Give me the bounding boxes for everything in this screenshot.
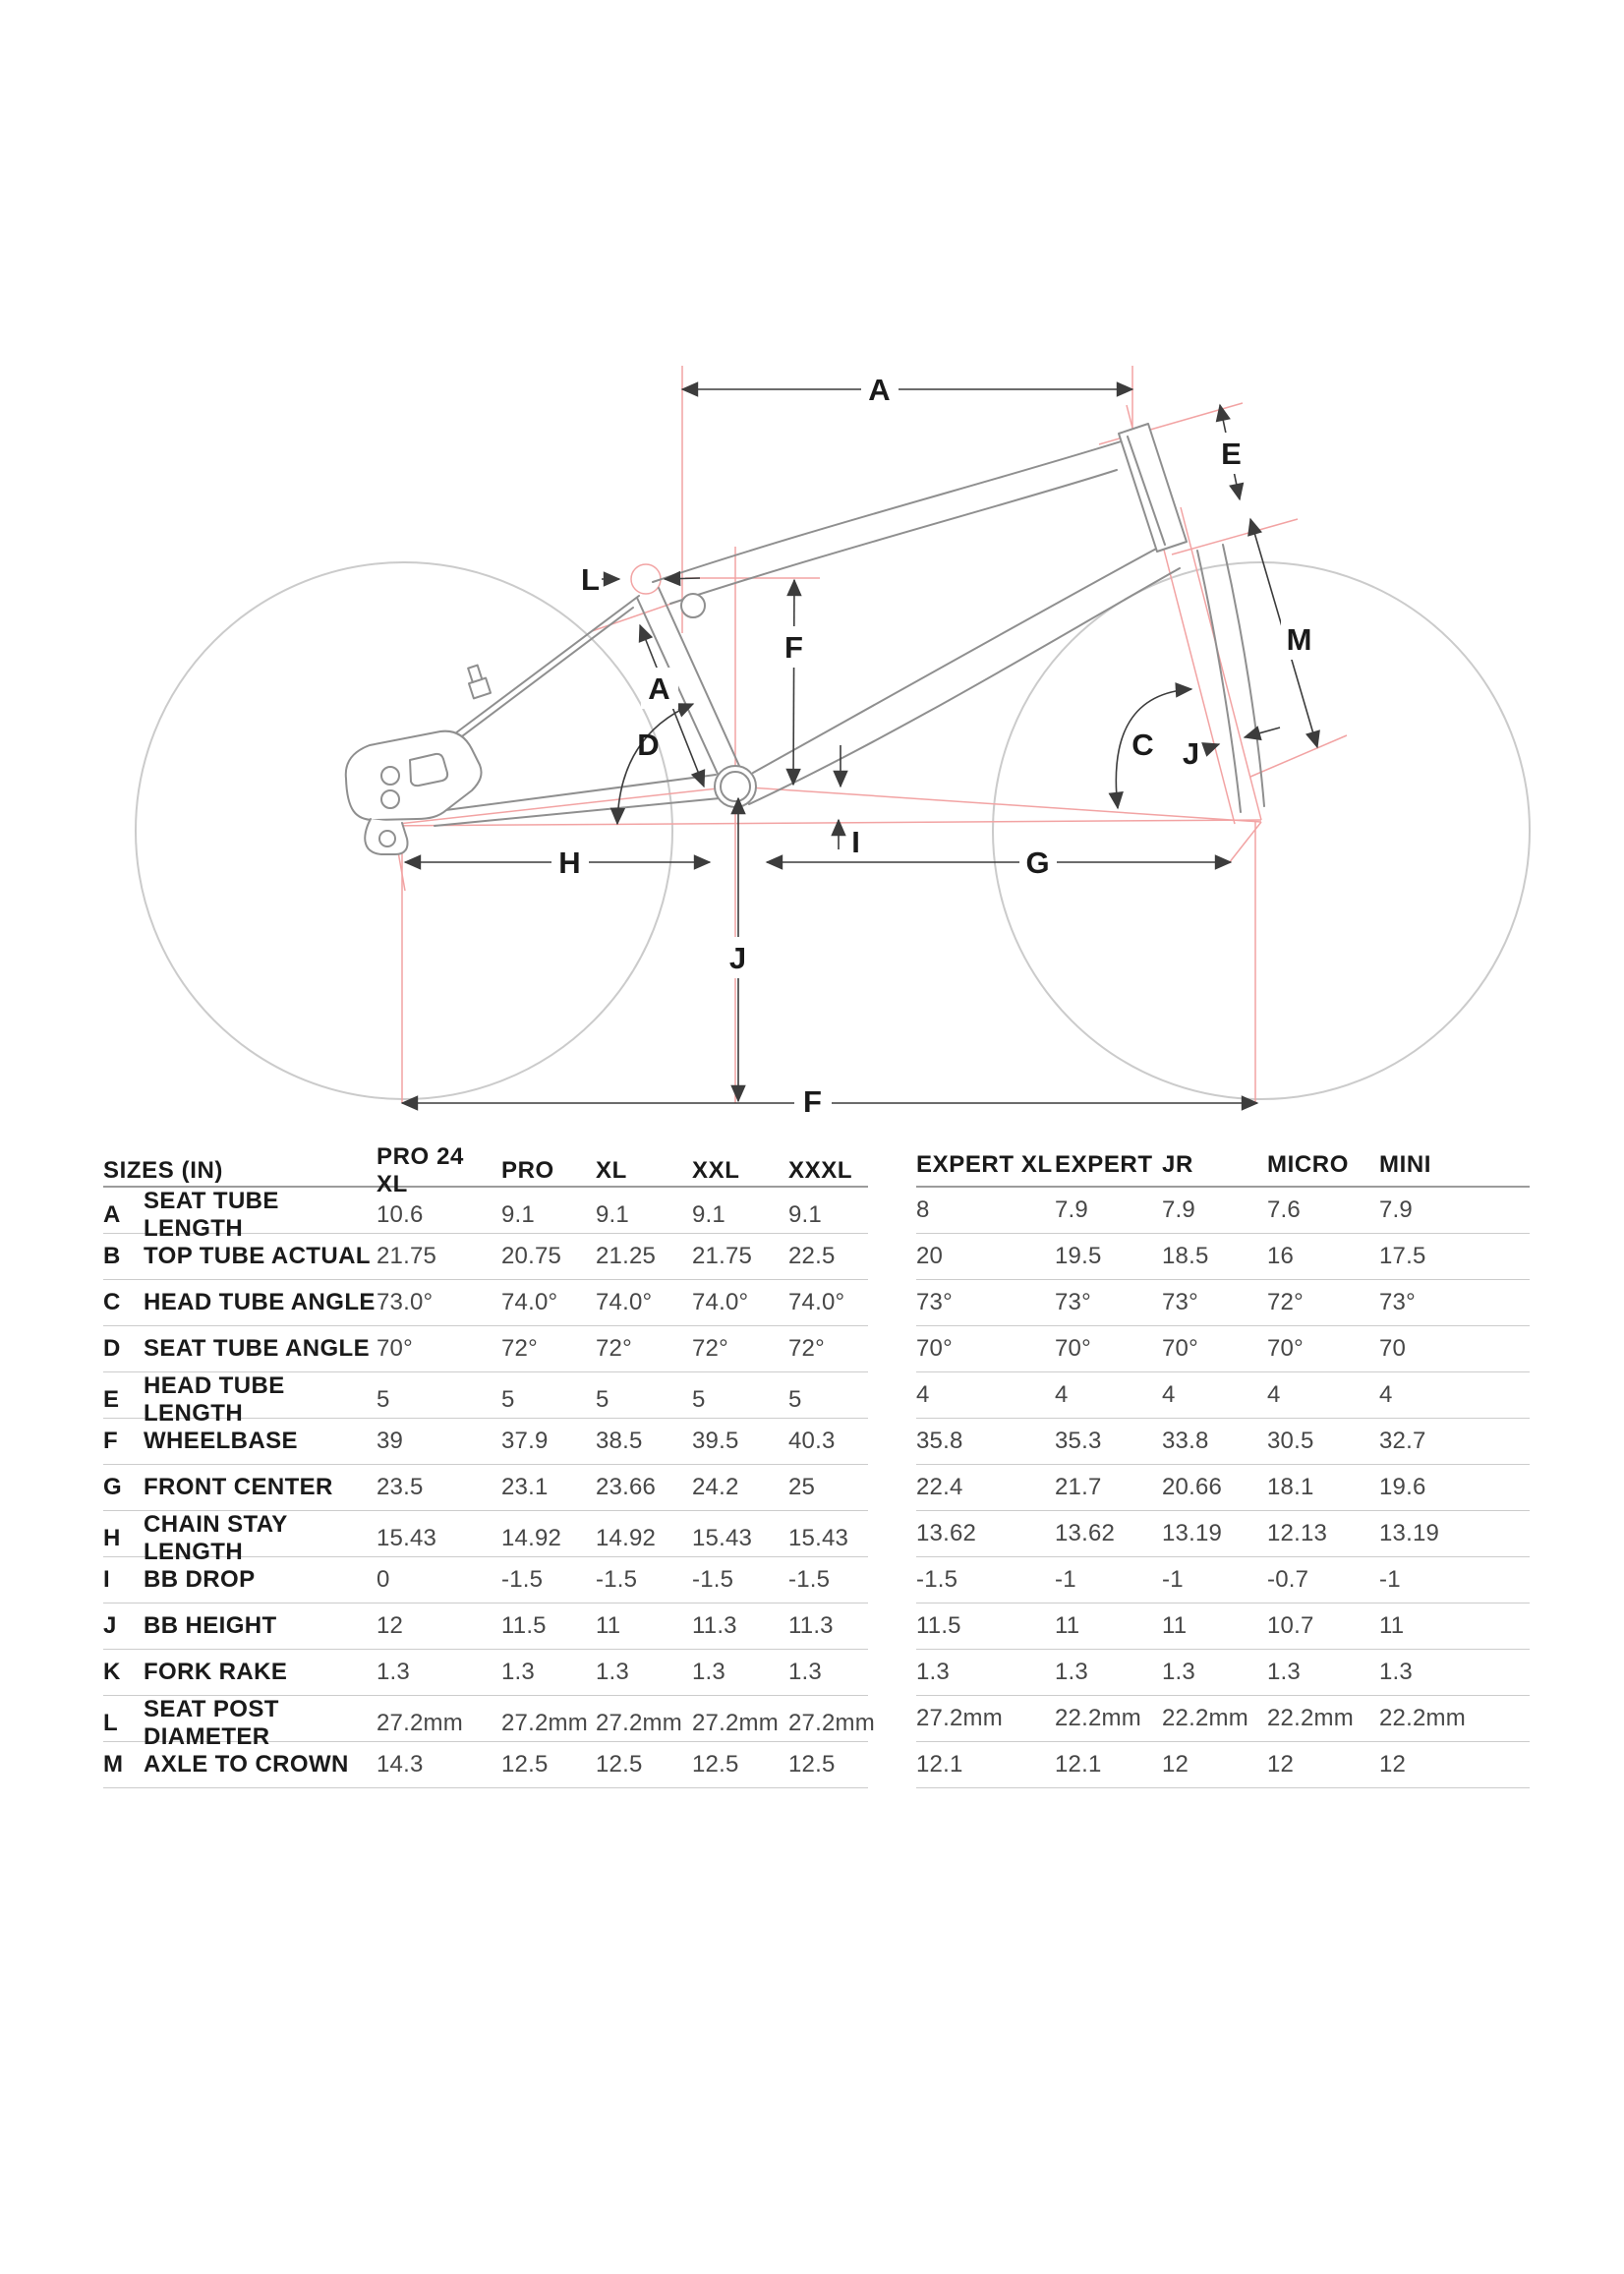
spec-value: 13.62 [916, 1520, 977, 1546]
spec-name: FORK RAKE [144, 1659, 288, 1685]
spec-value: 12.5 [692, 1751, 739, 1778]
spec-value: 1.3 [501, 1659, 535, 1685]
spec-name: SEAT POST DIAMETER [144, 1696, 279, 1750]
spec-value: 32.7 [1379, 1428, 1426, 1454]
reference-lines [379, 366, 1347, 1103]
table-row [916, 1188, 1530, 1234]
spec-letter: C [103, 1289, 121, 1315]
axle-line [379, 820, 1261, 826]
spec-value: 1.3 [1379, 1659, 1413, 1685]
spec-value: 33.8 [1162, 1428, 1209, 1454]
table-row [916, 1650, 1530, 1696]
spec-value: 14.3 [377, 1751, 424, 1778]
spec-letter: M [103, 1751, 124, 1778]
table-row [916, 1696, 1530, 1742]
table-row [103, 1372, 868, 1427]
size-table-right [916, 1143, 1530, 1788]
spec-value: 70 [1379, 1335, 1407, 1362]
spec-value: 4 [1162, 1381, 1176, 1408]
spec-value: 12.5 [501, 1751, 549, 1778]
table-row [916, 1234, 1530, 1280]
spec-name: AXLE TO CROWN [144, 1751, 349, 1778]
dimension-labels [551, 369, 1318, 1122]
spec-name: BB DROP [144, 1566, 256, 1593]
spec-value: 21.7 [1055, 1474, 1102, 1500]
dim-label-wheelbase-f: F [803, 1084, 823, 1119]
spec-value: 9.1 [596, 1201, 629, 1228]
spec-value: 12.5 [596, 1751, 643, 1778]
spec-value: 70° [916, 1335, 953, 1362]
spec-value: 22.5 [788, 1243, 836, 1269]
spec-value: 20.75 [501, 1243, 562, 1269]
wheels [136, 562, 1530, 1099]
spec-value: 27.2mm [596, 1710, 682, 1736]
spec-value: 16 [1267, 1243, 1295, 1269]
spec-value: 12 [1162, 1751, 1189, 1778]
spec-value: 12 [1267, 1751, 1295, 1778]
spec-value: 27.2mm [501, 1710, 588, 1736]
spec-value: 11 [1162, 1612, 1188, 1639]
table-row [103, 1511, 868, 1565]
col-header: XXL [692, 1157, 740, 1184]
spec-value: 11 [1379, 1612, 1405, 1639]
spec-value: 18.1 [1267, 1474, 1314, 1500]
spec-value: -1.5 [501, 1566, 544, 1593]
dim-label-bb-drop-i: I [851, 825, 861, 859]
spec-value: 10.6 [377, 1201, 424, 1228]
dim-label-seat-post-l: L [581, 562, 601, 597]
dim-label-chainstay-h: H [558, 845, 582, 880]
table-row [916, 1280, 1530, 1326]
spec-value: 23.1 [501, 1474, 549, 1500]
spec-name: HEAD TUBE LENGTH [144, 1372, 285, 1427]
spec-name: WHEELBASE [144, 1428, 298, 1454]
spec-value: 72° [788, 1335, 825, 1362]
spec-value: 27.2mm [377, 1710, 463, 1736]
spec-value: -1.5 [596, 1566, 638, 1593]
spec-value: 23.66 [596, 1474, 657, 1500]
col-header: PRO [501, 1157, 554, 1184]
dim-label-head-angle-c: C [1131, 728, 1155, 762]
spec-value: 14.92 [596, 1525, 657, 1551]
spec-name: TOP TUBE ACTUAL [144, 1243, 371, 1269]
table-row [103, 1326, 868, 1372]
spec-value: 15.43 [788, 1525, 849, 1551]
table-row [916, 1603, 1530, 1650]
spec-name: SEAT TUBE LENGTH [144, 1188, 279, 1242]
col-header: JR [1162, 1150, 1193, 1178]
spec-value: 7.6 [1267, 1196, 1301, 1223]
spec-name: BB HEIGHT [144, 1612, 277, 1639]
spec-value: 73° [1162, 1289, 1198, 1315]
spec-value: 73° [1055, 1289, 1091, 1315]
spec-value: 5 [501, 1386, 515, 1413]
spec-value: 4 [1379, 1381, 1393, 1408]
dimension-lines [402, 389, 1317, 1103]
spec-value: 1.3 [692, 1659, 725, 1685]
spec-value: 37.9 [501, 1428, 549, 1454]
spec-value: 21.75 [377, 1243, 437, 1269]
spec-value: 12.1 [916, 1751, 963, 1778]
table-header-row [103, 1143, 868, 1197]
spec-value: 12 [377, 1612, 404, 1639]
spec-value: 4 [1055, 1381, 1069, 1408]
spec-value: 35.3 [1055, 1428, 1102, 1454]
spec-letter: D [103, 1335, 121, 1362]
spec-value: 5 [788, 1386, 802, 1413]
spec-value: 27.2mm [916, 1705, 1003, 1731]
table-row [103, 1280, 868, 1326]
seat-post-circle [631, 564, 661, 594]
dim-seat-angle-arc [617, 704, 693, 824]
col-header: XXXL [788, 1157, 853, 1184]
spec-value: 13.19 [1379, 1520, 1440, 1546]
spec-value: 1.3 [788, 1659, 822, 1685]
spec-value: 15.43 [692, 1525, 753, 1551]
col-header: XL [596, 1157, 627, 1184]
spec-name: HEAD TUBE ANGLE [144, 1289, 376, 1315]
spec-value: 39.5 [692, 1428, 739, 1454]
spec-value: 40.3 [788, 1428, 836, 1454]
spec-letter: J [103, 1612, 117, 1639]
spec-name: FRONT CENTER [144, 1474, 333, 1500]
spec-letter: L [103, 1710, 119, 1736]
spec-value: 11.5 [916, 1612, 961, 1639]
spec-value: 20 [916, 1243, 944, 1269]
dim-label-seat-tube-a: A [648, 671, 671, 706]
spec-value: 12.5 [788, 1751, 836, 1778]
dim-fork-rake-a [1205, 744, 1219, 749]
brake-mount [464, 664, 491, 698]
spec-value: 11 [1055, 1612, 1080, 1639]
spec-value: 22.2mm [1055, 1705, 1141, 1731]
spec-value: 74.0° [596, 1289, 653, 1315]
spec-letter: I [103, 1566, 111, 1593]
table-header-row [916, 1143, 1530, 1188]
table-row [103, 1603, 868, 1650]
spec-value: 70° [1267, 1335, 1304, 1362]
spec-value: -1.5 [692, 1566, 734, 1593]
spec-name: SEAT TUBE ANGLE [144, 1335, 371, 1362]
spec-value: 39 [377, 1428, 404, 1454]
down-tube [753, 547, 1160, 773]
table-row [103, 1696, 875, 1750]
spec-value: 1.3 [1055, 1659, 1088, 1685]
spec-value: 10.7 [1267, 1612, 1314, 1639]
spec-value: 0 [377, 1566, 390, 1593]
spec-value: 12.1 [1055, 1751, 1102, 1778]
spec-value: 72° [596, 1335, 632, 1362]
spec-value: 9.1 [501, 1201, 535, 1228]
spec-letter: A [103, 1201, 121, 1228]
fork-blade [1197, 551, 1241, 812]
top-tube [653, 438, 1131, 582]
table-row [916, 1511, 1530, 1557]
spec-value: 72° [692, 1335, 728, 1362]
spec-value: -0.7 [1267, 1566, 1309, 1593]
table-row [916, 1742, 1530, 1788]
spec-value: 22.2mm [1379, 1705, 1466, 1731]
spec-value: 7.9 [1379, 1196, 1413, 1223]
table-row [103, 1650, 868, 1696]
spec-value: 21.75 [692, 1243, 753, 1269]
spec-value: 5 [377, 1386, 390, 1413]
spec-value: 5 [692, 1386, 706, 1413]
spec-letter: H [103, 1525, 121, 1551]
spec-value: 72° [1267, 1289, 1304, 1315]
spec-value: 5 [596, 1386, 609, 1413]
spec-value: 1.3 [377, 1659, 410, 1685]
spec-value: 8 [916, 1196, 930, 1223]
spec-value: 25 [788, 1474, 816, 1500]
spec-value: 30.5 [1267, 1428, 1314, 1454]
spec-value: 74.0° [501, 1289, 558, 1315]
dim-label-front-center-g: G [1025, 845, 1051, 880]
dim-label-seat-angle-d: D [637, 728, 661, 762]
spec-value: 20.66 [1162, 1474, 1223, 1500]
dim-label-axle-crown-m: M [1286, 622, 1313, 657]
spec-value: 19.6 [1379, 1474, 1426, 1500]
spec-value: 70° [1055, 1335, 1091, 1362]
spec-value: 7.9 [1055, 1196, 1088, 1223]
spec-value: 1.3 [1267, 1659, 1301, 1685]
spec-letter: G [103, 1474, 123, 1500]
spec-letter: F [103, 1428, 119, 1454]
table-row [103, 1465, 868, 1511]
spec-value: -1.5 [788, 1566, 831, 1593]
table-row [916, 1372, 1530, 1419]
spec-value: 4 [1267, 1381, 1281, 1408]
spec-value: 27.2mm [788, 1710, 875, 1736]
spec-value: 4 [916, 1381, 930, 1408]
spec-value: -1 [1055, 1566, 1076, 1593]
dim-standover [793, 580, 794, 785]
spec-value: 70° [377, 1335, 413, 1362]
dim-label-standover-f: F [784, 630, 804, 665]
spec-value: 11 [596, 1612, 621, 1639]
spec-letter: E [103, 1386, 120, 1413]
spec-value: 74.0° [692, 1289, 749, 1315]
spec-value: 22.2mm [1267, 1705, 1354, 1731]
spec-value: 1.3 [916, 1659, 950, 1685]
spec-value: -1 [1162, 1566, 1184, 1593]
spec-value: 19.5 [1055, 1243, 1102, 1269]
spec-value: 13.62 [1055, 1520, 1116, 1546]
spec-value: 15.43 [377, 1525, 437, 1551]
spec-value: 9.1 [788, 1201, 822, 1228]
spec-value: 11.5 [501, 1612, 547, 1639]
dim-label-head-tube-length-e: E [1221, 437, 1243, 471]
spec-value: 21.25 [596, 1243, 657, 1269]
col-header: EXPERT [1055, 1150, 1153, 1178]
seat-clamp [681, 594, 705, 617]
table-row [916, 1326, 1530, 1372]
table-row [916, 1557, 1530, 1603]
col-header: MICRO [1267, 1150, 1349, 1178]
spec-value: -1.5 [916, 1566, 958, 1593]
col-header: MINI [1379, 1150, 1432, 1178]
dim-label-top-tube-a: A [868, 373, 892, 407]
spec-value: 18.5 [1162, 1243, 1209, 1269]
spec-letter: B [103, 1243, 121, 1269]
spec-value: 13.19 [1162, 1520, 1223, 1546]
dim-label-fork-rake-j: J [1182, 736, 1201, 771]
spec-value: -1 [1379, 1566, 1401, 1593]
spec-value: 7.9 [1162, 1196, 1195, 1223]
spec-value: 70° [1162, 1335, 1198, 1362]
spec-value: 17.5 [1379, 1243, 1426, 1269]
sizes-header-label: SIZES (IN) [103, 1157, 224, 1184]
spec-value: 24.2 [692, 1474, 739, 1500]
spec-value: 72° [501, 1335, 538, 1362]
table-row [916, 1465, 1530, 1511]
col-header: EXPERT XL [916, 1150, 1053, 1178]
table-row [916, 1419, 1530, 1465]
spec-value: 11.3 [692, 1612, 737, 1639]
spec-value: 73° [916, 1289, 953, 1315]
spec-value: 1.3 [1162, 1659, 1195, 1685]
col-header: PRO 24 XL [377, 1143, 464, 1197]
spec-value: 38.5 [596, 1428, 643, 1454]
spec-value: 1.3 [596, 1659, 629, 1685]
spec-value: 14.92 [501, 1525, 562, 1551]
spec-value: 12.13 [1267, 1520, 1328, 1546]
spec-value: 35.8 [916, 1428, 963, 1454]
dim-seat-post-b [665, 578, 700, 579]
dim-label-bb-height-j: J [728, 941, 748, 975]
size-table-left [103, 1143, 875, 1788]
spec-value: 27.2mm [692, 1710, 779, 1736]
front-wheel [993, 562, 1530, 1099]
spec-value: 22.4 [916, 1474, 963, 1500]
dim-fork-rake-b [1245, 728, 1280, 737]
spec-value: 73° [1379, 1289, 1416, 1315]
spec-value: 22.2mm [1162, 1705, 1248, 1731]
spec-letter: K [103, 1659, 121, 1685]
spec-value: 74.0° [788, 1289, 845, 1315]
spec-value: 12 [1379, 1751, 1407, 1778]
spec-value: 11.3 [788, 1612, 834, 1639]
spec-value: 9.1 [692, 1201, 725, 1228]
spec-value: 23.5 [377, 1474, 424, 1500]
spec-name: CHAIN STAY LENGTH [144, 1511, 288, 1565]
spec-value: 73.0° [377, 1289, 434, 1315]
